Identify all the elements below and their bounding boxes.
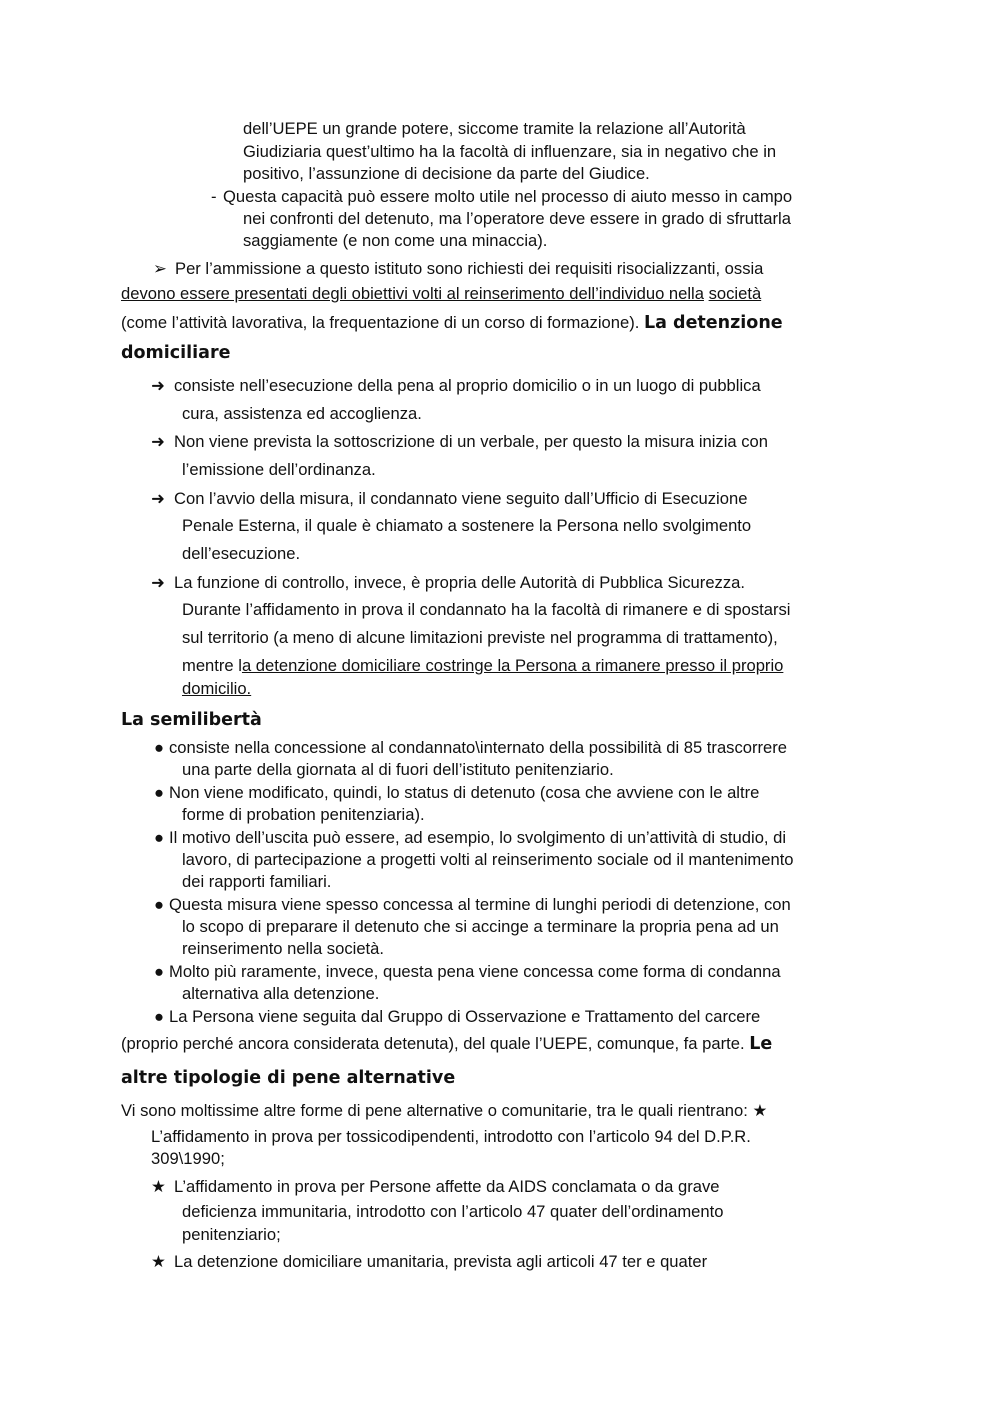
underlined-span: devono essere presentati degli obiettivi volti al reinserimento dell’individuo nella [121, 284, 704, 303]
underlined-text: domicilio. [182, 679, 252, 698]
text-line: Non viene prevista la sottoscrizione di un verbale, per questo la misura inizia con [174, 432, 768, 451]
text-span: mentre l [182, 656, 242, 675]
underlined-span: a detenzione domiciliare costringe la Persona a rimanere presso il proprio [241, 656, 784, 675]
arrow-right-icon: ➜ [151, 489, 165, 508]
text-line: La funzione di controllo, invece, è propria delle Autorità di Pubblica Sicurezza. [174, 573, 745, 592]
text-line: cura, assistenza ed accoglienza. [182, 404, 422, 423]
bullet-dot-icon: ● [154, 895, 165, 914]
text-line: consiste nella concessione al condannato\internato della possibilità di 85 trascorrere [169, 738, 788, 757]
bullet-dot-icon: ● [154, 738, 165, 757]
text-line: nei confronti del detenuto, ma l’operatore deve essere in grado di sfruttarla [243, 209, 791, 228]
dash-bullet: - [211, 187, 217, 206]
text-line: lavoro, di partecipazione a progetti volti al reinserimento sociale od il mantenimento [182, 850, 794, 869]
text-line: forme di probation penitenziaria). [182, 805, 425, 824]
text-line: Questa capacità può essere molto utile nel processo di aiuto messo in campo [223, 187, 793, 206]
text-line: alternativa alla detenzione. [182, 984, 380, 1003]
text-line: una parte della giornata al di fuori dell’istituto penitenziario. [182, 760, 614, 779]
underlined-text [121, 284, 761, 304]
text-line: deficienza immunitaria, introdotto con l’articolo 47 quater dell’ordinamento [182, 1202, 724, 1221]
text-line: dell’esecuzione. [182, 544, 301, 563]
text-line: reinserimento nella società. [182, 939, 384, 958]
text-line: l’emissione dell’ordinanza. [182, 460, 376, 479]
bullet-dot-icon: ● [154, 1007, 165, 1026]
text-line: lo scopo di preparare il detenuto che si accinge a terminare la propria pena ad un [182, 917, 779, 936]
text-line: saggiamente (e non come una minaccia). [243, 231, 548, 250]
text-line: Durante l’affidamento in prova il condannato ha la facoltà di rimanere e di spostarsi [182, 600, 791, 619]
section-heading: Le [749, 1034, 773, 1054]
text-line: Il motivo dell’uscita può essere, ad esempio, lo svolgimento di un’attività di studio, di [169, 828, 787, 847]
text-line: consiste nell’esecuzione della pena al proprio domicilio o in un luogo di pubblica [174, 376, 761, 395]
text-line: Molto più raramente, invece, questa pena viene concessa come forma di condanna [169, 962, 781, 981]
text-line: L’affidamento in prova per Persone affette da AIDS conclamata o da grave [174, 1177, 720, 1196]
arrowhead-icon: ➢ [153, 259, 167, 278]
text-line: Penale Esterna, il quale è chiamato a sostenere la Persona nello svolgimento [182, 516, 752, 535]
text-line: L’affidamento in prova per tossicodipendenti, introdotto con l’articolo 94 del D.P.R. [151, 1127, 751, 1146]
text-line: Non viene modificato, quindi, lo status di detenuto (cosa che avviene con le altre [169, 783, 760, 802]
text-line [121, 313, 783, 333]
text-line: 309\1990; [151, 1149, 225, 1168]
text-line: Questa misura viene spesso concessa al termine di lunghi periodi di detenzione, con [169, 895, 791, 914]
star-icon: ★ [151, 1252, 166, 1271]
arrow-right-icon: ➜ [151, 432, 165, 451]
text-line: positivo, l’assunzione di decisione da parte del Giudice. [243, 164, 650, 183]
text-span: Vi sono moltissime altre forme di pene alternative o comunitarie, tra le quali rientrano: [121, 1101, 748, 1120]
text-span: (come l’attività lavorativa, la frequentazione di un corso di formazione). [121, 313, 640, 332]
text-line: sul territorio (a meno di alcune limitazioni previste nel programma di trattamento), [182, 628, 778, 647]
arrow-right-icon: ➜ [151, 376, 165, 395]
text-line: Con l’avvio della misura, il condannato viene seguito dall’Ufficio di Esecuzione [174, 489, 748, 508]
text-line [182, 656, 783, 676]
underlined-span: società [708, 284, 762, 303]
text-line: penitenziario; [182, 1225, 281, 1244]
text-line [121, 1101, 767, 1121]
text-line: dell’UEPE un grande potere, siccome tramite la relazione all’Autorità [243, 119, 746, 138]
bullet-dot-icon: ● [154, 828, 165, 847]
text-line [121, 1034, 772, 1054]
star-icon: ★ [151, 1177, 166, 1196]
text-line: La detenzione domiciliare umanitaria, prevista agli articoli 47 ter e quater [174, 1252, 708, 1271]
section-heading: La semilibertà [121, 710, 262, 730]
bullet-dot-icon: ● [154, 783, 165, 802]
text-span: (proprio perché ancora considerata detenuta), del quale l’UEPE, comunque, fa parte. [121, 1034, 745, 1053]
text-line: dei rapporti familiari. [182, 872, 332, 891]
text-line: La Persona viene seguita dal Gruppo di Osservazione e Trattamento del carcere [169, 1007, 761, 1026]
section-heading: domiciliare [121, 343, 231, 363]
bullet-dot-icon: ● [154, 962, 165, 981]
text-line: Per l’ammissione a questo istituto sono richiesti dei requisiti risocializzanti, ossia [175, 259, 764, 278]
section-heading: altre tipologie di pene alternative [121, 1068, 456, 1088]
text-line: Giudiziaria quest’ultimo ha la facoltà di influenzare, sia in negativo che in [243, 142, 777, 161]
arrow-right-icon: ➜ [151, 573, 165, 592]
star-icon: ★ [752, 1101, 768, 1120]
section-heading: La detenzione [643, 313, 783, 333]
